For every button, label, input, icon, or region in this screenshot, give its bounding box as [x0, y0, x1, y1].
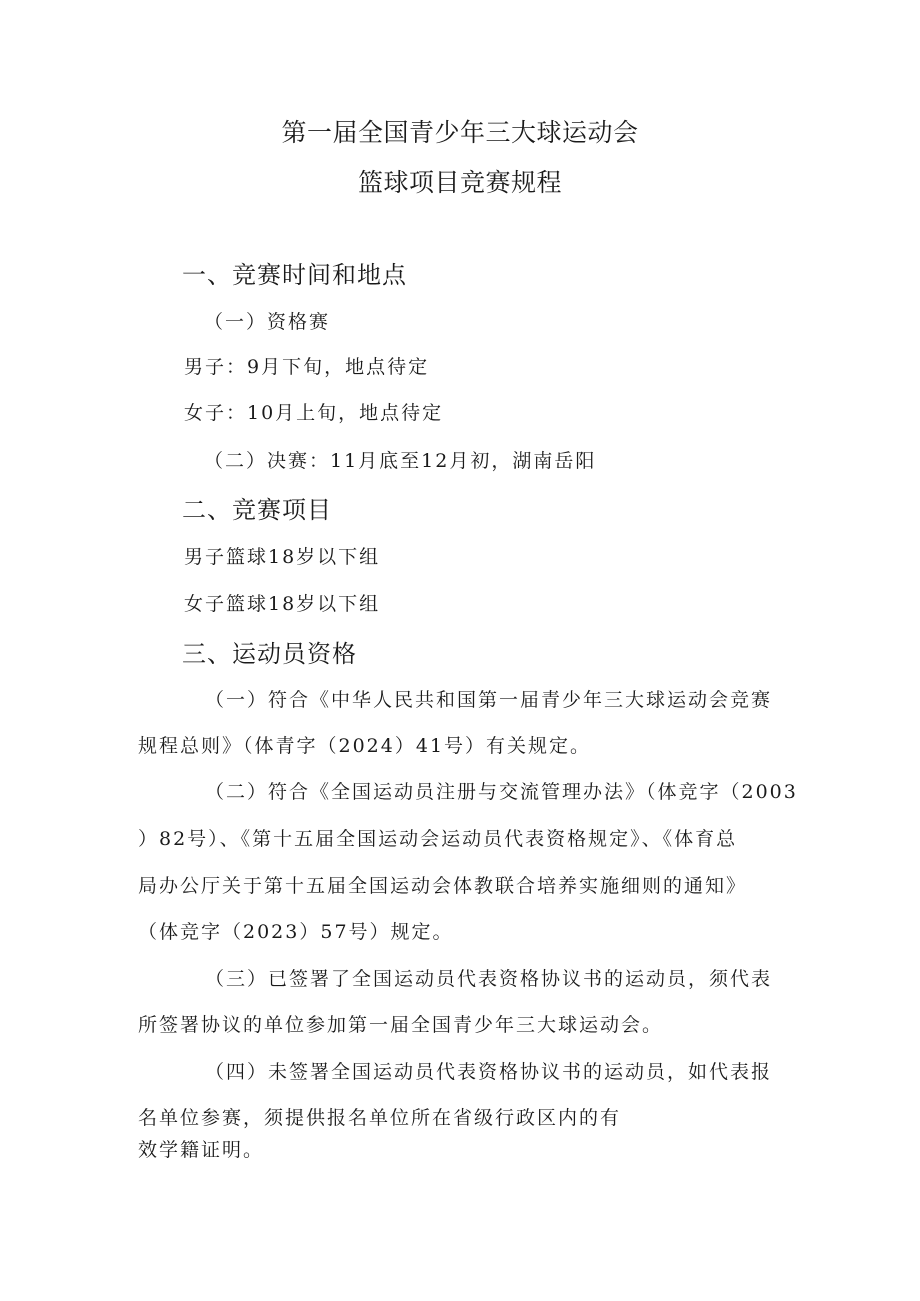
section-3-line-10: 名单位参赛，须提供报名单位所在省级行政区内的有: [138, 1107, 622, 1129]
section-3-line-6: （体竞字（2023）57号）规定。: [138, 921, 454, 943]
section-heading-2: 二、竞赛项目: [182, 496, 332, 524]
document-title-line-1: 第一届全国青少年三大球运动会: [281, 118, 639, 147]
section-1-line-2: 男子：9月下旬，地点待定: [184, 356, 430, 378]
section-1-line-1: （一）资格赛: [204, 311, 331, 333]
section-3-line-8: 所签署协议的单位参加第一届全国青少年三大球运动会。: [138, 1014, 664, 1036]
section-3-line-4: ）82号）、《第十五届全国运动会运动员代表资格规定》、《体育总: [138, 828, 738, 850]
section-2-line-1: 男子篮球18岁以下组: [184, 546, 381, 568]
section-heading-3: 三、运动员资格: [182, 640, 357, 668]
section-3-line-7: （三）已签署了全国运动员代表资格协议书的运动员，须代表: [205, 968, 773, 990]
section-3-line-3: （二）符合《全国运动员注册与交流管理办法》（体竞字（2003: [205, 781, 798, 803]
section-1-line-4: （二）决赛：11月底至12月初，湖南岳阳: [204, 450, 597, 472]
section-heading-1: 一、竞赛时间和地点: [182, 261, 407, 289]
document-title-line-2: 篮球项目竞赛规程: [357, 168, 562, 197]
section-2-line-2: 女子篮球18岁以下组: [184, 593, 381, 615]
section-3-line-9: （四）未签署全国运动员代表资格协议书的运动员，如代表报: [205, 1061, 773, 1083]
section-1-line-3: 女子：10月上旬，地点待定: [184, 402, 444, 424]
section-3-line-1: （一）符合《中华人民共和国第一届青少年三大球运动会竞赛: [205, 689, 773, 711]
section-3-line-11: 效学籍证明。: [138, 1139, 265, 1161]
section-3-line-2: 规程总则》（体青字（2024）41号）有关规定。: [138, 735, 592, 757]
section-3-line-5: 局办公厅关于第十五届全国运动会体教联合培养实施细则的通知》: [138, 875, 748, 897]
